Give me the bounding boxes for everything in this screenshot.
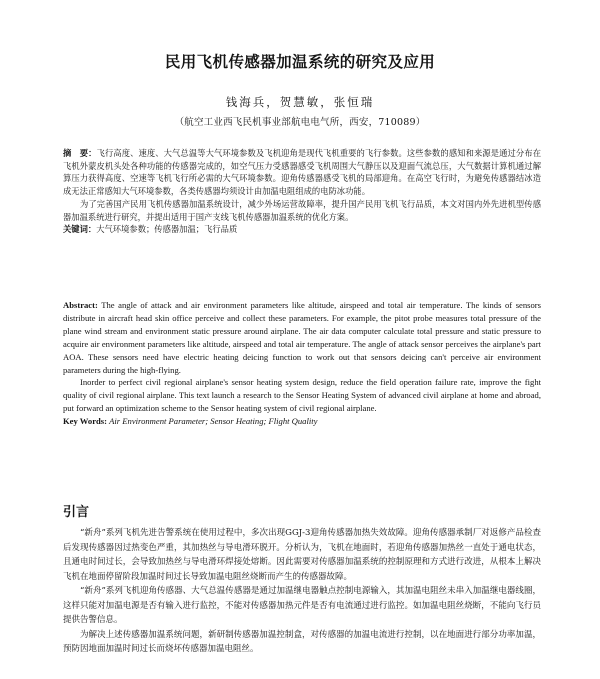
keywords-cn-text: 大气环境参数；传感器加温；飞行品质	[96, 224, 238, 235]
abstract-en-paragraph-1	[63, 299, 541, 376]
keywords-cn-label: 关键词：	[63, 224, 97, 235]
abstract-chinese	[63, 147, 541, 236]
intro-paragraph-3: 为解决上述传感器加温系统问题，新研制传感器加温控制盒，对传感器的加温电流进行控制，以在地面进行部分功率加温，预防因地面加温时间过长而烧坏传感器加温电阻丝。	[63, 629, 541, 654]
author-list: 钱海兵，贺慧敏，张恒瑞	[225, 95, 375, 109]
abstract-cn-paragraph-2: 为了完善国产民用飞机传感器加温系统设计，减少外场运营故障率，提升国产民用飞机飞行品质，本文对国内外先进机型传感器加温系统进行研究，并提出适用于国产支线飞机传感器加温系统的优化方案。	[63, 198, 541, 222]
keywords-en-text: Air Environment Parameter; Sensor Heating; Flight Quality	[109, 416, 318, 427]
abstract-cn-label: 摘 要：	[63, 148, 97, 158]
introduction-body	[63, 526, 541, 657]
intro-paragraph-2: “新舟”系列飞机迎角传感器、大气总温传感器是通过加温继电器触点控制电源输入，其加温电阻丝未串入加温继电器线圈，这样只能对加温电源是否有输入进行监控，不能对传感器加热元件是否有电流通过进行监控。如加温电阻丝烧断，不能向飞行员提供告警信息。	[63, 586, 541, 625]
section-heading-introduction: 引言	[63, 505, 90, 520]
affiliation: （航空工业西飞民机事业部航电电气所，西安，710089）	[174, 117, 426, 128]
abstract-cn-text-1: 飞行高度、速度、大气总温等大气环境参数及飞机迎角是现代飞机重要的飞行参数。这些参数的感知和来源是通过分布在飞机外蒙皮机头处各种功能的传感器完成的，如空气压力受感器感受飞机周围大气静压以及迎面气流总压，大气数据计算机通过解算压力获得高度、空速等飞机飞行所必需的大气环境参数。迎角传感器感受飞机的局部迎角。在高空飞行时，为避免传感器结冰造成无法正常感知大气环境参数，各类传感器均须设计由加温电阻组成的电防冰功能。	[63, 148, 541, 197]
abstract-en-text-1: The angle of attack and air environment parameters like altitude, airspeed and total air temperature. The kinds of sensors distribute in aircraft head skin office perceive and collect these parameters. For example, the pitot probe measures total pressure of the plane wind stream and environment static pressure around airplane. The air data computer calculate total pressure and static pressure to acquire air environment parameters like altitude, airspeed and total air temperature. The angle of attack sensor perceives the airplane's part AOA. These sensors need have electric heating deicing function to work out that sensors deicing can't perceive air environment parameters during the high-flying.	[63, 300, 542, 375]
abstract-cn-paragraph-1	[63, 147, 541, 198]
keywords-en-label: Key Words:	[63, 416, 108, 427]
abstract-english	[63, 299, 541, 428]
abstract-en-paragraph-2: Inorder to perfect civil regional airplane's sensor heating system design, reduce the field operation failure rate, improve the fight quality of civil regional airplane. This text launch a research to the Sensor Heating System of advanced civil airplane at home and abroad, put forward an optimization scheme to the Sensor heating system of civil regional airplane.	[63, 377, 541, 414]
paper-title: 民用飞机传感器加温系统的研究及应用	[164, 53, 436, 71]
intro-paragraph-1: “新舟”系列飞机先进告警系统在使用过程中，多次出现GGJ-3迎角传感器加热失效故障。迎角传感器承制厂对返修产品检查后发现传感器因过热变色严重，其加热丝与导电滑环脱开。分析认为，飞机在地面时，若迎角传感器加热丝一直处于通电状态，且通电时间过长，会导致加热丝与导电滑环焊接处熔断。因此需要对传感器加温系统的控制原理和方式进行改进，从根本上解决飞机在地面停留阶段加温时间过长导致加温电阻丝烧断而产生的传感器故障。	[63, 528, 541, 582]
abstract-en-label: Abstract:	[63, 300, 98, 310]
keywords-en	[63, 415, 541, 428]
keywords-cn	[63, 223, 541, 236]
